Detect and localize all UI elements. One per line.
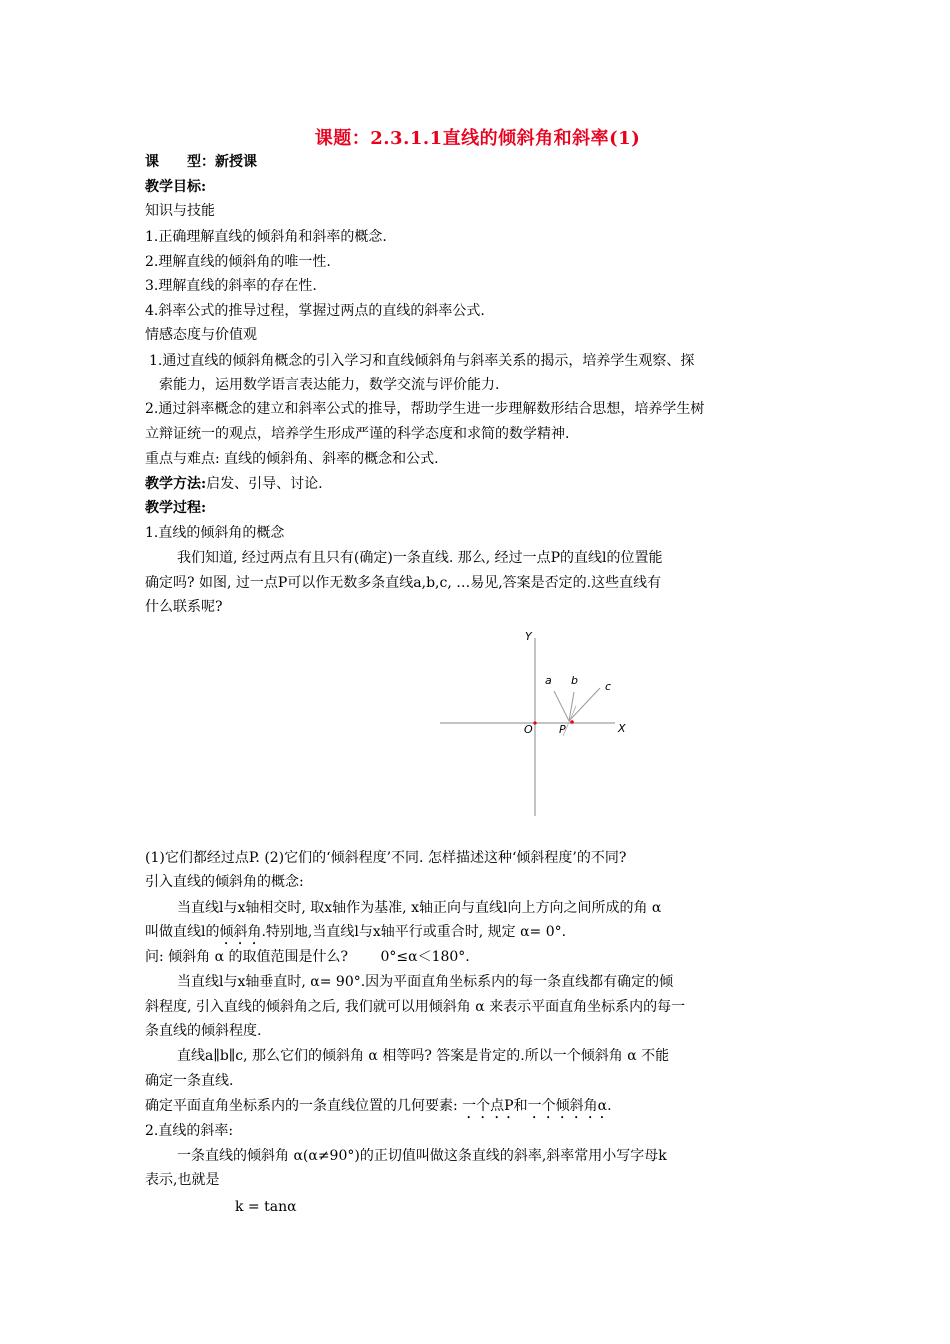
emphasized-term: 倾斜角 (219, 924, 262, 940)
paragraph-line: 问: 倾斜角 α 的取值范围是什么? 0°≤α＜180°. (145, 949, 470, 965)
paragraph-line: 当直线l与x轴相交时, 取x轴作为基准, x轴正向与直线l向上方向之间所成的角 α (177, 900, 662, 916)
emotion-item-2-cont: 立辩证统一的观点，培养学生形成严谨的科学态度和求简的数学精神. (145, 426, 570, 442)
x-axis-label: X (618, 722, 626, 735)
paragraph-line: (1)它们都经过点P. (2)它们的‘倾斜程度’不同. 怎样描述这种‘倾斜程度’的不同? (145, 850, 627, 866)
method-label: 教学方法: (145, 476, 207, 492)
y-axis-label: Y (525, 630, 532, 643)
origin-label: O (524, 723, 533, 736)
knowledge-item: 3.理解直线的斜率的存在性. (145, 278, 317, 294)
line-a-label: a (545, 674, 552, 687)
knowledge-item: 1.正确理解直线的倾斜角和斜率的概念. (145, 229, 387, 245)
origin-point (533, 721, 536, 724)
emotion-item-1: 1.通过直线的倾斜角概念的引入学习和直线倾斜角与斜率关系的揭示，培养学生观察、探 (149, 353, 695, 369)
paragraph-line: 条直线的倾斜程度. (145, 1023, 262, 1039)
paragraph-line: 确定吗? 如图, 过一点P可以作无数多条直线a,b,c, …易见,答案是否定的.这些直线有 (145, 575, 662, 591)
knowledge-heading: 知识与技能 (145, 203, 215, 219)
method-text: 启发、引导、讨论. (206, 476, 323, 492)
lesson-type: 课 型：新授课 (145, 154, 257, 170)
line-c-label: c (605, 680, 612, 693)
section2-heading: 2.直线的斜率: (145, 1123, 234, 1139)
point-p-label: P (559, 723, 566, 736)
knowledge-item: 2.理解直线的倾斜角的唯一性. (145, 254, 331, 270)
text-run: 叫做直线l的 (145, 924, 220, 940)
emotion-heading: 情感态度与价值观 (145, 327, 257, 343)
paragraph-line: 斜程度, 引入直线的倾斜角之后, 我们就可以用倾斜角 α 来表示平面直角坐标系内的每一 (145, 999, 686, 1015)
objectives-heading: 教学目标: (145, 179, 207, 195)
key-points: 重点与难点: 直线的倾斜角、斜率的概念和公式. (145, 451, 439, 467)
point-p (570, 720, 574, 724)
line-a (554, 691, 569, 721)
paragraph-line: 引入直线的倾斜角的概念: (145, 874, 304, 890)
paragraph-line: 表示,也就是 (145, 1172, 220, 1188)
section1-heading: 1.直线的倾斜角的概念 (145, 525, 285, 541)
process-heading: 教学过程: (145, 500, 207, 516)
line-b-label: b (571, 674, 578, 687)
paragraph-line: 当直线l与x轴垂直时, α= 90°.因为平面直角坐标系内的每一条直线都有确定的倾 (177, 974, 674, 990)
emphasized-term: 一个点P (462, 1098, 514, 1114)
knowledge-item: 4.斜率公式的推导过程，掌握过两点的直线的斜率公式. (145, 303, 485, 319)
paragraph-line: 确定一条直线. (145, 1073, 234, 1089)
page-title: 课题：2.3.1.1直线的倾斜角和斜率(1) (314, 128, 641, 149)
lines-through-point-figure (435, 626, 645, 821)
emotion-item-2: 2.通过斜率概念的建立和斜率公式的推导，帮助学生进一步理解数形结合思想，培养学生树 (145, 401, 705, 417)
emotion-item-1-cont: 索能力，运用数学语言表达能力，数学交流与评价能力. (159, 377, 500, 393)
slope-formula: k = tanα (235, 1199, 297, 1215)
paragraph-line: 什么联系呢? (145, 599, 223, 615)
paragraph-line: 一条直线的倾斜角 α(α≠90°)的正切值叫做这条直线的斜率,斜率常用小写字母k (177, 1148, 667, 1164)
paragraph-line: 我们知道, 经过两点有且只有(确定)一条直线. 那么, 经过一点P的直线l的位置能 (177, 550, 663, 566)
text-run: .特别地,当直线l与x轴平行或重合时, 规定 α= 0°. (261, 924, 567, 940)
teaching-method (145, 473, 323, 495)
paragraph-line (145, 921, 566, 948)
paragraph-line: 直线a∥b∥c, 那么它们的倾斜角 α 相等吗? 答案是肯定的.所以一个倾斜角 α 不能 (177, 1048, 670, 1064)
paragraph-line (145, 1095, 612, 1122)
text-run: 确定平面直角坐标系内的一条直线位置的几何要素: (145, 1098, 463, 1114)
emphasized-term: 一个倾斜角α (527, 1098, 608, 1114)
text-run: . (607, 1098, 612, 1114)
text-run: 和 (513, 1098, 528, 1114)
